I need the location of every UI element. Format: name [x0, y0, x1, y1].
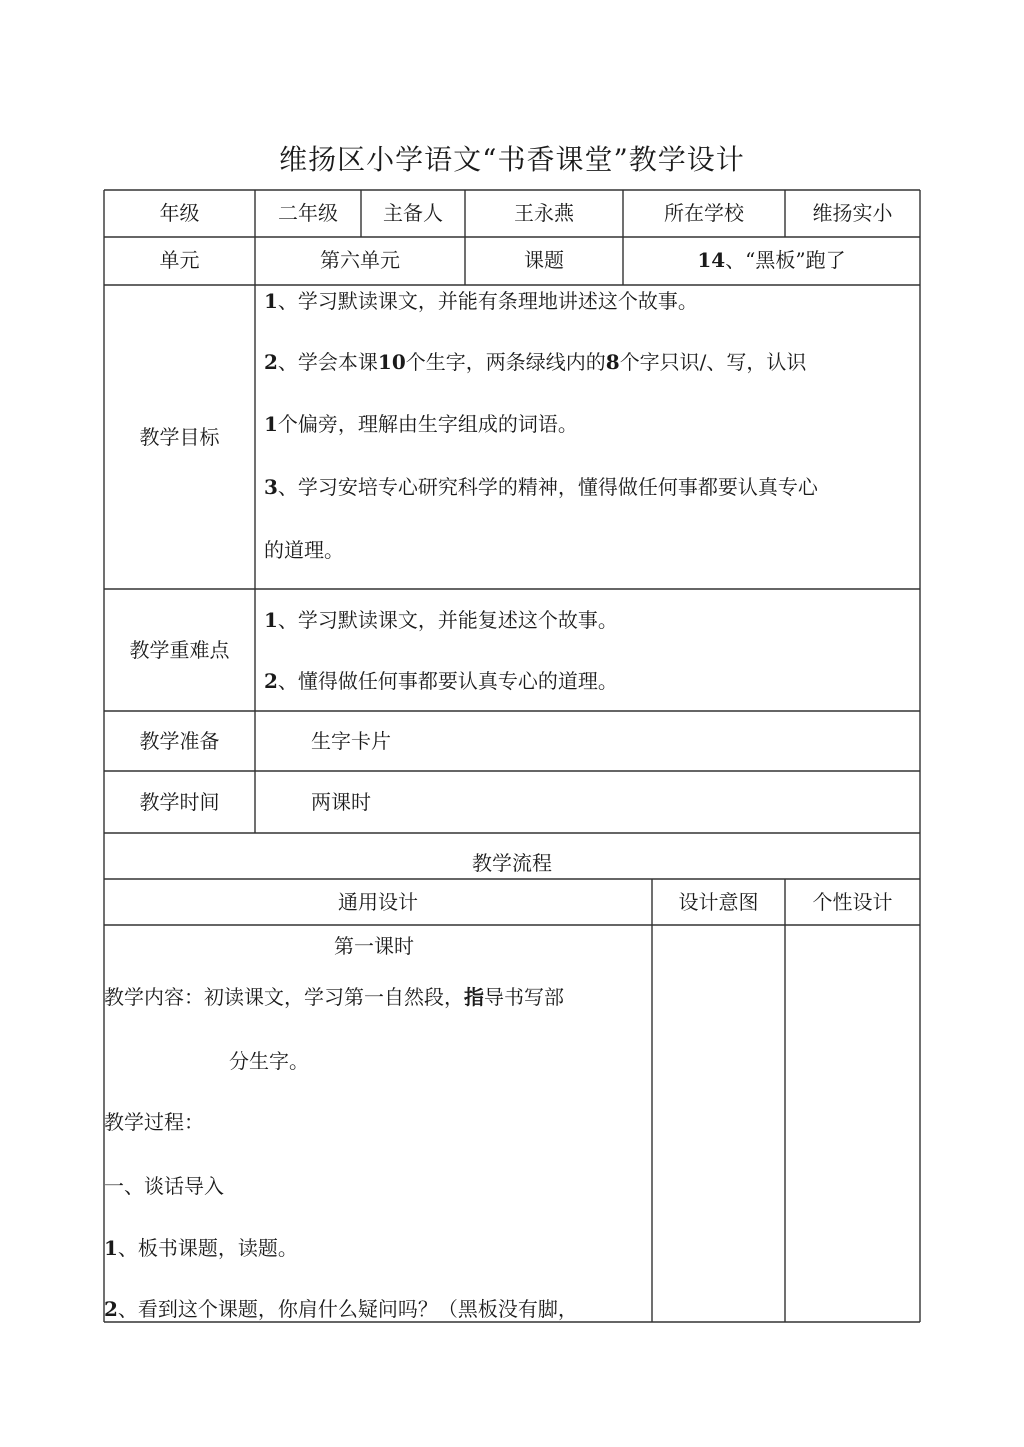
flow-header: 教学流程	[472, 851, 552, 875]
topic-text: 、“黑板”跑了	[725, 248, 846, 272]
lesson-content-text: 导书写部	[484, 985, 564, 1009]
col-general-design: 通用设计	[338, 890, 418, 914]
topic-label: 课题	[524, 248, 564, 272]
col-personal-design: 个性设计	[812, 890, 893, 914]
page-title: 维扬区小学语文“书香课堂”教学设计	[279, 143, 745, 176]
lesson-content	[104, 985, 564, 1009]
objective-text: 个生字，两条绿线内的	[405, 350, 606, 374]
lesson-title: 第一课时	[334, 934, 414, 958]
objective-text: 、学习默读课文，并能有条理地讲述这个故事。	[277, 289, 698, 313]
key-point-item	[264, 608, 618, 632]
objective-item	[264, 412, 578, 436]
key-point-text: 、学习默读课文，并能复述这个故事。	[277, 608, 618, 632]
objective-text: 个字只识/、写，认识	[619, 350, 807, 374]
lesson-content-text: 教学内容：初读课文，学习第一自然段，	[104, 985, 464, 1009]
unit-label: 单元	[159, 248, 200, 272]
key-point-number: 2	[264, 669, 278, 693]
topic-number: 14	[697, 248, 726, 272]
school-label: 所在学校	[664, 201, 744, 225]
lesson-step	[104, 1236, 298, 1260]
objective-text: 的道理。	[264, 538, 344, 562]
grade-value: 二年级	[278, 201, 338, 225]
objective-item	[264, 475, 818, 499]
objective-text: 、学习安培专心研究科学的精神，懂得做任何事都要认真专心	[277, 475, 818, 499]
unit-value: 第六单元	[320, 248, 400, 272]
key-point-number: 1	[264, 608, 278, 632]
objective-number: 1	[264, 412, 278, 436]
key-points-label: 教学重难点	[129, 638, 230, 662]
time-value: 两课时	[311, 790, 371, 814]
lesson-content-continued: 分生字。	[229, 1049, 309, 1073]
step-text: 、看到这个课题，你肩什么疑问吗？（黑板没有脚，	[117, 1297, 578, 1321]
preparation-value: 生字卡片	[311, 729, 391, 753]
lesson-process-label: 教学过程：	[104, 1110, 204, 1134]
objective-number: 3	[264, 475, 278, 499]
topic-value	[623, 248, 920, 272]
key-point-item	[264, 669, 618, 693]
author-value: 王永燕	[514, 201, 574, 225]
objective-text: 个偏旁，理解由生字组成的词语。	[277, 412, 578, 436]
objective-text: 、学会本课	[277, 350, 378, 374]
step-number: 2	[104, 1297, 118, 1321]
section-heading: 一、谈话导入	[104, 1174, 224, 1198]
objective-number: 1	[264, 289, 278, 313]
objective-count: 8	[605, 350, 620, 374]
objective-count: 10	[377, 350, 406, 374]
time-label: 教学时间	[139, 790, 220, 814]
school-value: 维扬实小	[812, 201, 893, 225]
objective-item	[264, 350, 806, 374]
objective-item	[264, 538, 344, 562]
preparation-label: 教学准备	[139, 729, 220, 753]
col-design-intent: 设计意图	[678, 890, 759, 914]
objectives-label: 教学目标	[139, 425, 220, 449]
lesson-step	[104, 1297, 578, 1321]
key-point-text: 、懂得做任何事都要认真专心的道理。	[277, 669, 618, 693]
author-label: 主备人	[383, 201, 443, 225]
grade-label: 年级	[159, 201, 200, 225]
step-number: 1	[104, 1236, 118, 1260]
step-text: 、板书课题，读题。	[117, 1236, 298, 1260]
objective-item	[264, 289, 698, 313]
objective-number: 2	[264, 350, 278, 374]
lesson-content-bold: 指	[464, 985, 484, 1009]
